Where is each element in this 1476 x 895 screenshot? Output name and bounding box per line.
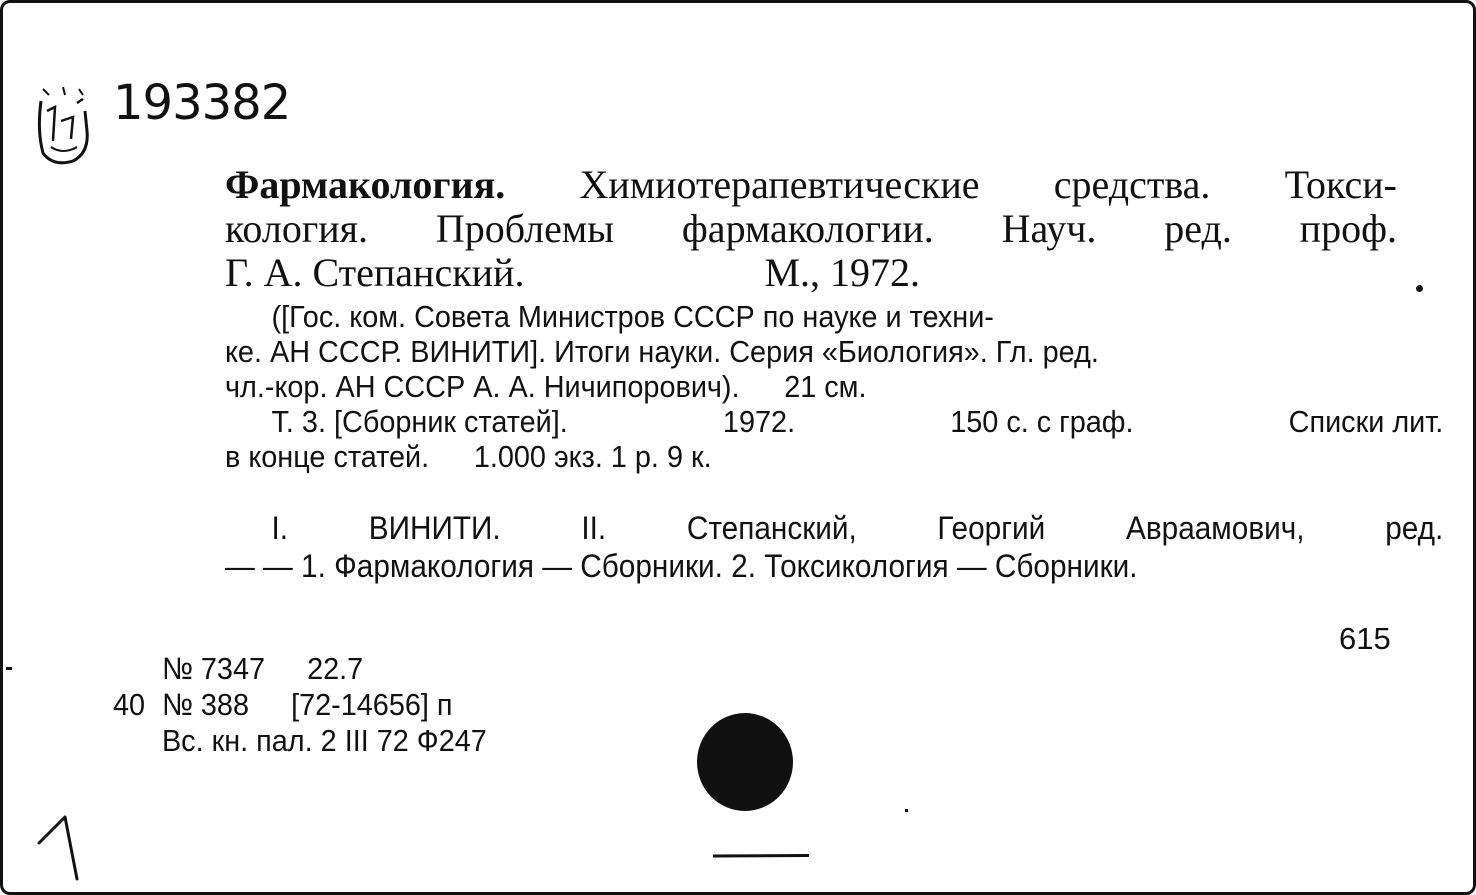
imprint: М., 1972. — [764, 250, 921, 295]
catalog-row — [113, 723, 487, 759]
title-line-3 — [225, 251, 1397, 295]
bibliography-note: в конце статей. — [225, 439, 430, 474]
year: 1972. — [722, 404, 796, 439]
title-word: Токси- — [1284, 162, 1397, 207]
title-word: Проблемы — [435, 206, 615, 251]
catalog-number: № 388 — [161, 687, 249, 722]
catalog-prefix: 40 — [113, 687, 146, 722]
tracing-word: Авраамович, — [1125, 510, 1305, 546]
bibliography-note: Списки лит. — [1288, 404, 1444, 439]
tracing-word: II. — [581, 510, 607, 546]
inventory-number: 193382 — [113, 75, 291, 131]
details-text: ([Гос. ком. Совета Министров СССР по науке и техни- — [271, 299, 994, 334]
title-line-1 — [225, 163, 1397, 207]
margin-dot — [905, 809, 908, 812]
details-line — [225, 369, 1315, 404]
details-line — [225, 439, 1315, 474]
catalog-tail: [72-14656] п — [291, 687, 453, 722]
details-line — [225, 404, 1443, 439]
volume-statement: Т. 3. [Сборник статей]. — [271, 404, 568, 439]
catalog-tail: 22.7 — [307, 651, 364, 686]
title-word: кология. — [225, 206, 369, 251]
title-word: Химиотерапевтические — [579, 162, 980, 207]
tracings — [225, 509, 1444, 585]
tracings-line-2 — [225, 547, 1397, 585]
tracings-line-1 — [225, 509, 1443, 547]
title-word: средства. — [1053, 162, 1211, 207]
details-line — [225, 334, 1397, 369]
catalog-number: № 7347 — [161, 651, 266, 686]
details-text: чл.-кор. АН СССР А. А. Ничипорович). — [225, 369, 740, 404]
underline-dash-icon — [713, 853, 809, 858]
catalog-numbers — [113, 651, 487, 759]
title-word: ред. — [1164, 206, 1232, 251]
title-word: проф. — [1299, 206, 1397, 251]
print-run-price: 1.000 экз. 1 р. 9 к. — [473, 439, 712, 474]
edge-tick — [6, 667, 12, 670]
tracing-word: Степанский, — [686, 510, 857, 546]
catalog-row — [113, 687, 487, 723]
tracing-word: ВИНИТИ. — [368, 510, 501, 546]
pagination: 150 с. с граф. — [950, 404, 1134, 439]
library-stamp-icon — [33, 81, 95, 171]
details-line — [225, 299, 1443, 334]
title-line-2 — [225, 207, 1397, 251]
classification-code: 615 — [1339, 621, 1391, 656]
catalog-number: Вс. кн. пал. 2 III 72 Ф247 — [161, 723, 487, 758]
tracing-word: Георгий — [937, 510, 1046, 546]
handwritten-mark-icon — [35, 813, 85, 883]
subject-headings: — — 1. Фармакология — Сборники. 2. Токсикология — Сборники. — [225, 548, 1138, 584]
title-block — [225, 163, 1397, 295]
title-word: Фармакология. — [225, 162, 506, 207]
title-word: фармакологии. — [681, 206, 934, 251]
editor-statement: Г. А. Степанский. — [225, 250, 525, 295]
tracing-word: I. — [271, 510, 289, 546]
title-word: Науч. — [1001, 206, 1097, 251]
punch-hole — [697, 713, 793, 811]
tracing-word: ред. — [1385, 510, 1444, 546]
size-statement: 21 см. — [784, 369, 867, 404]
margin-dot — [1416, 285, 1423, 292]
details-text: ке. АН СССР. ВИНИТИ]. Итоги науки. Серия «Биология». Гл. ред. — [225, 334, 1099, 369]
catalog-row — [113, 651, 487, 687]
series-details — [225, 299, 1444, 474]
